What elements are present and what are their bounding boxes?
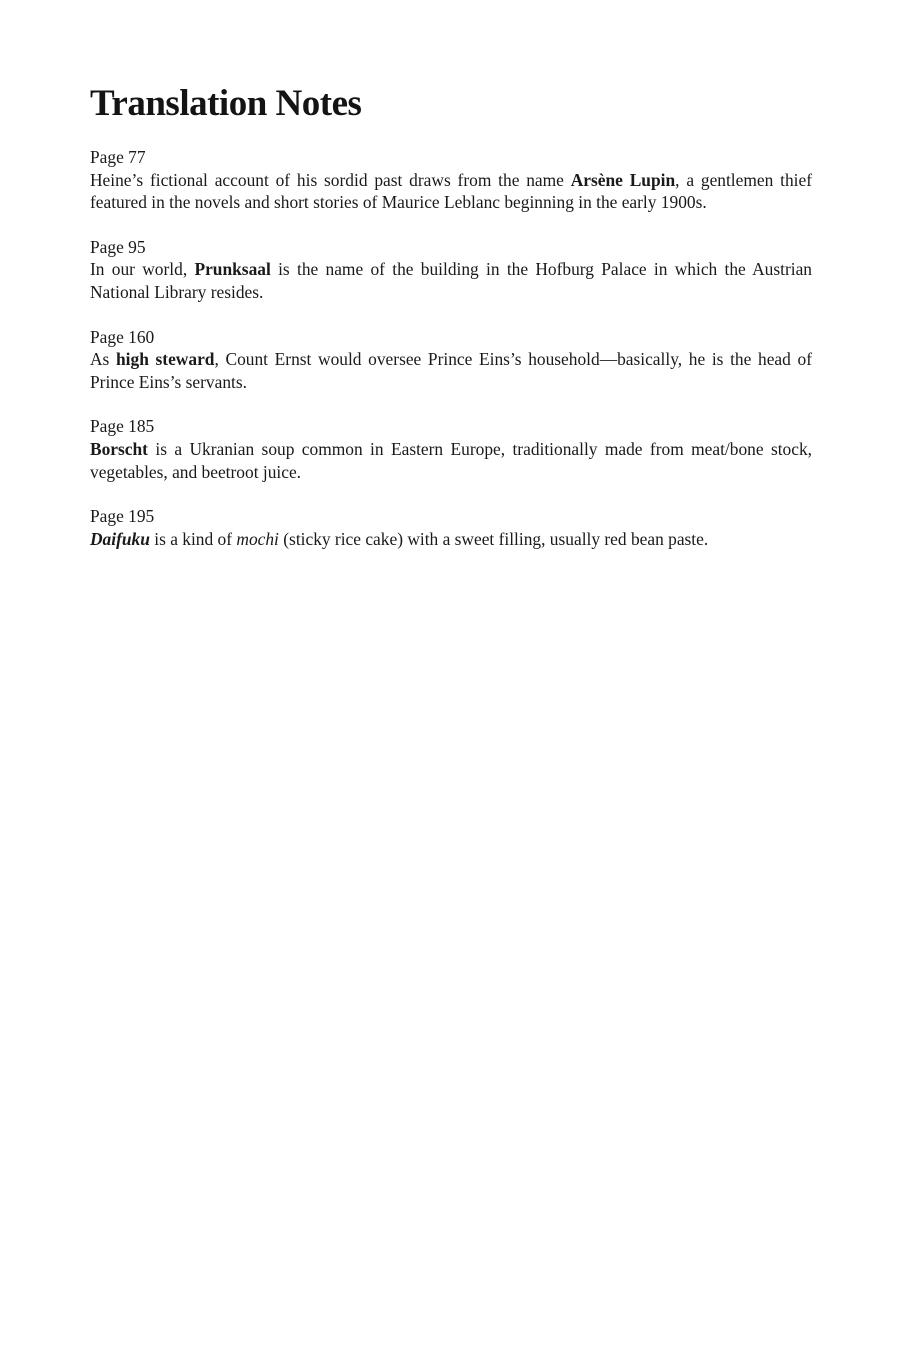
note-text — [90, 169, 812, 214]
note-page-195 — [90, 505, 812, 550]
note-page-185 — [90, 415, 812, 483]
note-term: Prunksaal — [194, 259, 271, 280]
note-term: high steward — [116, 349, 215, 370]
note-term: Arsène Lupin — [570, 169, 676, 190]
note-italic-term: mochi — [236, 528, 279, 549]
note-text — [90, 438, 812, 483]
note-page-reference: Page 185 — [90, 416, 155, 437]
note-text — [90, 258, 812, 303]
note-text-mid: is a kind of — [149, 528, 237, 549]
note-page-160 — [90, 326, 812, 394]
note-page-95 — [90, 236, 812, 304]
note-text-after: is the name of the building in the Hofburg Palace in which the Austrian National Library resides. — [90, 259, 812, 302]
note-page-reference: Page 95 — [90, 236, 146, 257]
note-text-after: is a Ukranian soup common in Eastern Europe, traditionally made from meat/bone stock, vegetables, and beetroot juice. — [90, 438, 812, 482]
note-text-before: As — [90, 349, 116, 370]
note-page-77 — [90, 146, 812, 214]
page-title: Translation Notes — [90, 83, 362, 124]
note-term: Borscht — [90, 438, 148, 459]
notes-list — [90, 146, 812, 550]
note-text-after: , a gentlemen thief featured in the novels and short stories of Maurice Leblanc beginning in the early 1900s. — [90, 169, 812, 213]
translation-notes-page — [90, 82, 812, 572]
note-page-reference: Page 77 — [90, 147, 146, 167]
note-text-before: Heine’s fictional account of his sordid past draws from the name — [90, 169, 571, 190]
note-page-reference: Page 160 — [90, 326, 155, 347]
note-term: Daifuku — [90, 528, 150, 549]
note-text — [90, 348, 812, 393]
note-text-before: In our world, — [90, 259, 195, 280]
note-page-reference: Page 195 — [90, 506, 155, 527]
note-text-after: , Count Ernst would oversee Prince Eins’s household—basically, he is the head of Prince Eins’s servants. — [90, 349, 812, 392]
note-text-after: (sticky rice cake) with a sweet filling, usually red bean paste. — [278, 528, 709, 549]
note-text — [90, 528, 812, 551]
